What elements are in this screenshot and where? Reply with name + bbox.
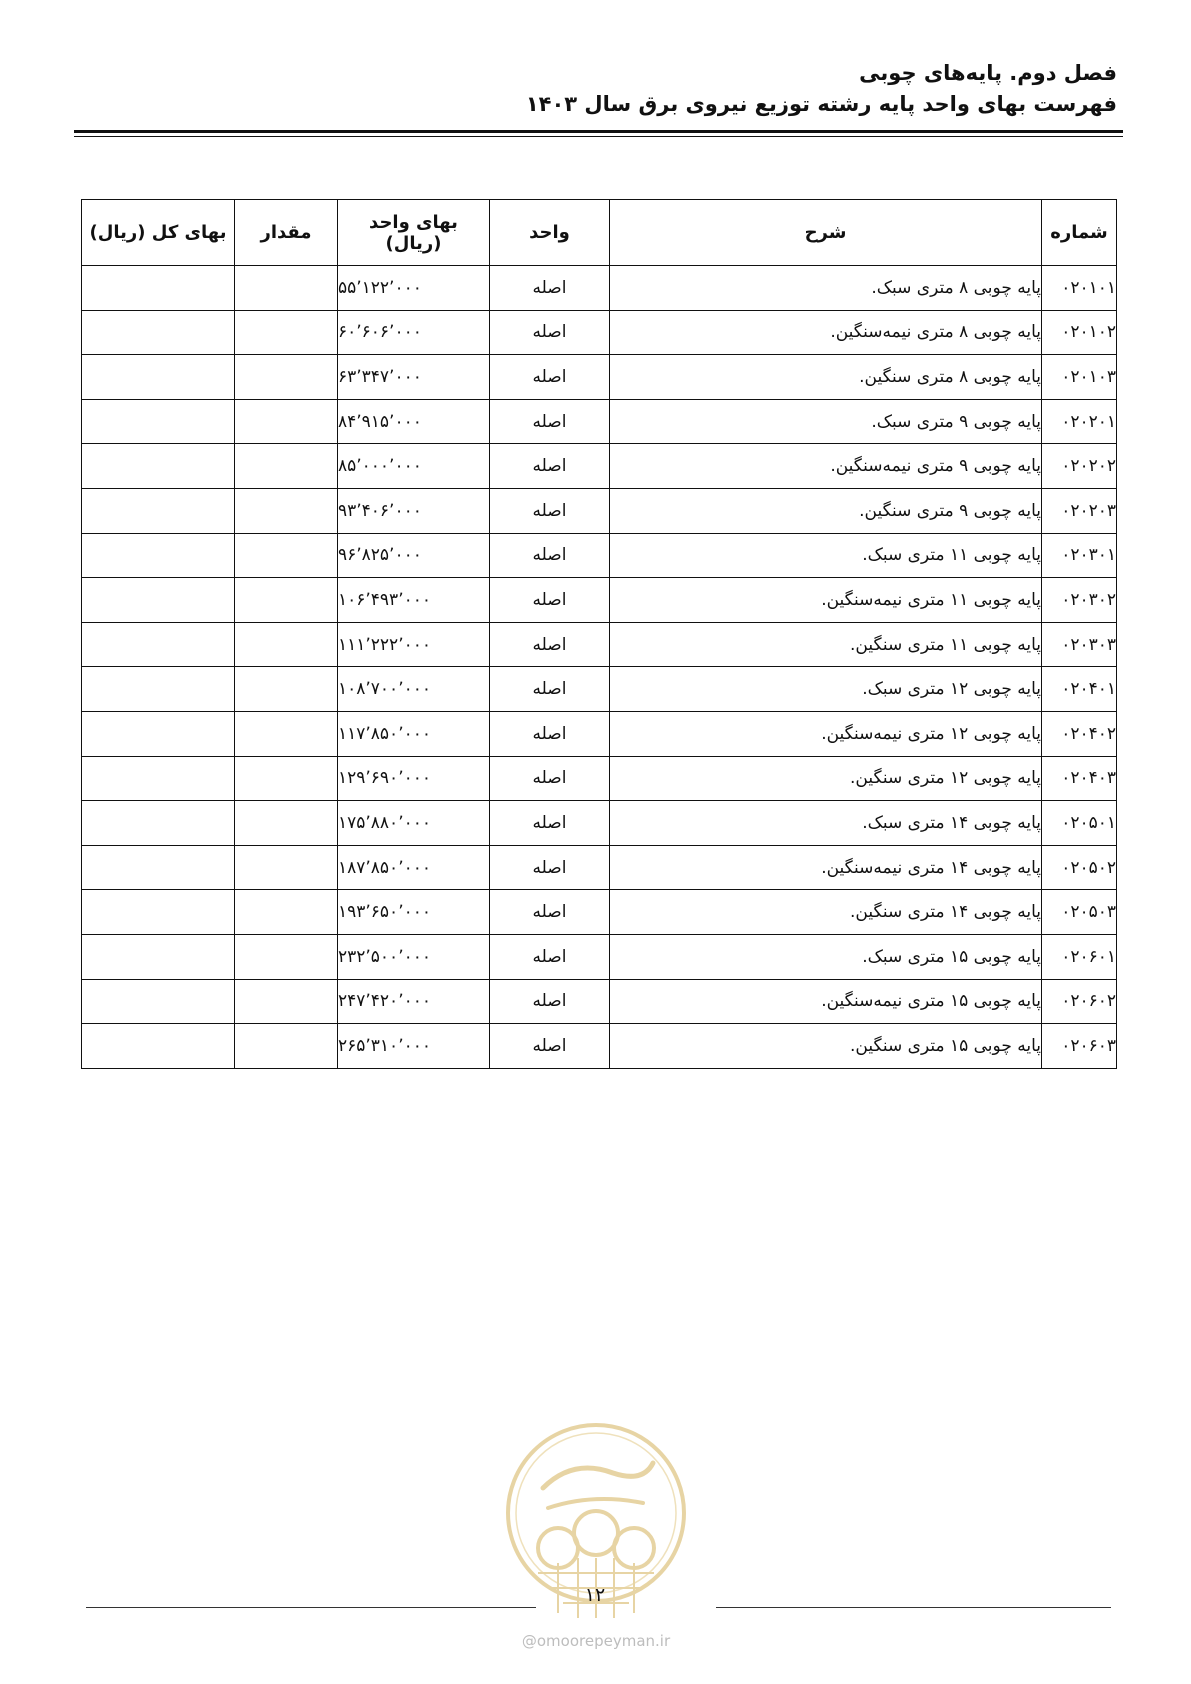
row-quantity xyxy=(235,667,338,712)
row-quantity xyxy=(235,801,338,846)
table-row xyxy=(82,355,1117,400)
row-description: پایه چوبی ۹ متری سبک. xyxy=(610,399,1042,444)
column-header-quantity: مقدار xyxy=(235,200,338,266)
row-total-price xyxy=(82,444,235,489)
row-unit-price: ۲۳۲٬۵۰۰٬۰۰۰ xyxy=(338,934,490,979)
row-description: پایه چوبی ۱۲ متری نیمه‌سنگین. xyxy=(610,711,1042,756)
table-row xyxy=(82,622,1117,667)
column-header-total-price: بهای کل (ریال) xyxy=(82,200,235,266)
website-watermark: @omoorepeyman.ir xyxy=(521,1632,671,1650)
row-code: ۰۲۰۲۰۲ xyxy=(1042,444,1117,489)
row-code: ۰۲۰۳۰۲ xyxy=(1042,578,1117,623)
row-total-price xyxy=(82,756,235,801)
row-description: پایه چوبی ۱۵ متری سنگین. xyxy=(610,1024,1042,1069)
row-total-price xyxy=(82,488,235,533)
page-number: ۱۲ xyxy=(584,1584,606,1606)
row-quantity xyxy=(235,266,338,311)
column-header-description: شرح xyxy=(610,200,1042,266)
row-unit: اصله xyxy=(490,934,610,979)
row-unit-price: ۸۴٬۹۱۵٬۰۰۰ xyxy=(338,399,490,444)
row-unit-price: ۹۳٬۴۰۶٬۰۰۰ xyxy=(338,488,490,533)
table-row xyxy=(82,1024,1117,1069)
row-description: پایه چوبی ۱۱ متری نیمه‌سنگین. xyxy=(610,578,1042,623)
row-code: ۰۲۰۲۰۳ xyxy=(1042,488,1117,533)
row-description: پایه چوبی ۱۵ متری سبک. xyxy=(610,934,1042,979)
row-total-price xyxy=(82,979,235,1024)
row-total-price xyxy=(82,355,235,400)
document-subtitle: فهرست بهای واحد پایه رشته توزیع نیروی برق سال ۱۴۰۳ xyxy=(525,92,1117,116)
row-code: ۰۲۰۵۰۲ xyxy=(1042,845,1117,890)
row-total-price xyxy=(82,622,235,667)
row-description: پایه چوبی ۸ متری سنگین. xyxy=(610,355,1042,400)
row-description: پایه چوبی ۱۲ متری سنگین. xyxy=(610,756,1042,801)
table-row xyxy=(82,801,1117,846)
row-total-price xyxy=(82,934,235,979)
table-row xyxy=(82,756,1117,801)
row-total-price xyxy=(82,667,235,712)
row-unit-price: ۱۱۱٬۲۲۲٬۰۰۰ xyxy=(338,622,490,667)
row-unit: اصله xyxy=(490,444,610,489)
row-unit: اصله xyxy=(490,1024,610,1069)
footer-rule-right xyxy=(716,1607,1111,1608)
table-row xyxy=(82,533,1117,578)
row-description: پایه چوبی ۸ متری سبک. xyxy=(610,266,1042,311)
row-unit: اصله xyxy=(490,310,610,355)
row-code: ۰۲۰۱۰۲ xyxy=(1042,310,1117,355)
row-description: پایه چوبی ۹ متری سنگین. xyxy=(610,488,1042,533)
row-unit: اصله xyxy=(490,845,610,890)
column-header-unit: واحد xyxy=(490,200,610,266)
footer-rule-left xyxy=(86,1607,536,1608)
row-quantity xyxy=(235,533,338,578)
table-row xyxy=(82,310,1117,355)
table-row xyxy=(82,979,1117,1024)
table-row xyxy=(82,266,1117,311)
table-row xyxy=(82,444,1117,489)
row-description: پایه چوبی ۸ متری نیمه‌سنگین. xyxy=(610,310,1042,355)
row-unit: اصله xyxy=(490,399,610,444)
row-unit-price: ۵۵٬۱۲۲٬۰۰۰ xyxy=(338,266,490,311)
row-description: پایه چوبی ۱۴ متری سبک. xyxy=(610,801,1042,846)
row-total-price xyxy=(82,711,235,756)
row-quantity xyxy=(235,756,338,801)
row-unit: اصله xyxy=(490,266,610,311)
row-quantity xyxy=(235,1024,338,1069)
table-row xyxy=(82,890,1117,935)
row-unit-price: ۲۴۷٬۴۲۰٬۰۰۰ xyxy=(338,979,490,1024)
row-quantity xyxy=(235,979,338,1024)
row-description: پایه چوبی ۱۲ متری سبک. xyxy=(610,667,1042,712)
row-total-price xyxy=(82,890,235,935)
row-quantity xyxy=(235,622,338,667)
row-total-price xyxy=(82,578,235,623)
row-description: پایه چوبی ۱۴ متری نیمه‌سنگین. xyxy=(610,845,1042,890)
column-header-code: شماره xyxy=(1042,200,1117,266)
row-quantity xyxy=(235,355,338,400)
row-code: ۰۲۰۳۰۳ xyxy=(1042,622,1117,667)
row-unit-price: ۹۶٬۸۲۵٬۰۰۰ xyxy=(338,533,490,578)
row-total-price xyxy=(82,399,235,444)
row-total-price xyxy=(82,533,235,578)
row-unit: اصله xyxy=(490,979,610,1024)
table-row xyxy=(82,934,1117,979)
row-unit-price: ۱۰۸٬۷۰۰٬۰۰۰ xyxy=(338,667,490,712)
row-total-price xyxy=(82,310,235,355)
column-header-unit-price: بهای واحد (ریال) xyxy=(338,200,490,266)
row-unit-price: ۱۲۹٬۶۹۰٬۰۰۰ xyxy=(338,756,490,801)
row-unit-price: ۲۶۵٬۳۱۰٬۰۰۰ xyxy=(338,1024,490,1069)
row-code: ۰۲۰۶۰۲ xyxy=(1042,979,1117,1024)
row-unit-price: ۸۵٬۰۰۰٬۰۰۰ xyxy=(338,444,490,489)
table-header-row xyxy=(82,200,1117,266)
row-quantity xyxy=(235,578,338,623)
row-unit-price: ۱۸۷٬۸۵۰٬۰۰۰ xyxy=(338,845,490,890)
row-total-price xyxy=(82,801,235,846)
row-unit-price: ۶۳٬۳۴۷٬۰۰۰ xyxy=(338,355,490,400)
row-code: ۰۲۰۴۰۱ xyxy=(1042,667,1117,712)
row-unit: اصله xyxy=(490,801,610,846)
table-row xyxy=(82,845,1117,890)
table-row xyxy=(82,399,1117,444)
row-code: ۰۲۰۴۰۲ xyxy=(1042,711,1117,756)
row-code: ۰۲۰۶۰۳ xyxy=(1042,1024,1117,1069)
row-unit: اصله xyxy=(490,622,610,667)
row-code: ۰۲۰۱۰۳ xyxy=(1042,355,1117,400)
row-description: پایه چوبی ۱۴ متری سنگین. xyxy=(610,890,1042,935)
page-header xyxy=(77,58,1117,120)
chapter-title: فصل دوم. پایه‌های چوبی xyxy=(859,61,1117,85)
table-row xyxy=(82,488,1117,533)
row-code: ۰۲۰۵۰۳ xyxy=(1042,890,1117,935)
row-quantity xyxy=(235,845,338,890)
row-unit: اصله xyxy=(490,756,610,801)
row-quantity xyxy=(235,399,338,444)
row-unit: اصله xyxy=(490,667,610,712)
row-quantity xyxy=(235,310,338,355)
row-unit-price: ۱۰۶٬۴۹۳٬۰۰۰ xyxy=(338,578,490,623)
price-table xyxy=(81,199,1117,1069)
row-code: ۰۲۰۱۰۱ xyxy=(1042,266,1117,311)
row-description: پایه چوبی ۹ متری نیمه‌سنگین. xyxy=(610,444,1042,489)
row-unit-price: ۱۹۳٬۶۵۰٬۰۰۰ xyxy=(338,890,490,935)
row-description: پایه چوبی ۱۱ متری سنگین. xyxy=(610,622,1042,667)
row-unit-price: ۱۱۷٬۸۵۰٬۰۰۰ xyxy=(338,711,490,756)
row-unit-price: ۱۷۵٬۸۸۰٬۰۰۰ xyxy=(338,801,490,846)
row-total-price xyxy=(82,845,235,890)
header-rule-thin xyxy=(74,136,1123,137)
price-table-body xyxy=(82,266,1117,1069)
row-unit: اصله xyxy=(490,711,610,756)
row-quantity xyxy=(235,934,338,979)
row-unit: اصله xyxy=(490,578,610,623)
table-row xyxy=(82,711,1117,756)
row-quantity xyxy=(235,711,338,756)
header-rule-thick xyxy=(74,130,1123,133)
row-total-price xyxy=(82,266,235,311)
row-unit-price: ۶۰٬۶۰۶٬۰۰۰ xyxy=(338,310,490,355)
row-code: ۰۲۰۳۰۱ xyxy=(1042,533,1117,578)
row-code: ۰۲۰۴۰۳ xyxy=(1042,756,1117,801)
row-unit: اصله xyxy=(490,533,610,578)
row-unit: اصله xyxy=(490,890,610,935)
row-description: پایه چوبی ۱۵ متری نیمه‌سنگین. xyxy=(610,979,1042,1024)
row-quantity xyxy=(235,488,338,533)
row-unit: اصله xyxy=(490,355,610,400)
row-description: پایه چوبی ۱۱ متری سبک. xyxy=(610,533,1042,578)
row-quantity xyxy=(235,444,338,489)
row-code: ۰۲۰۲۰۱ xyxy=(1042,399,1117,444)
row-code: ۰۲۰۵۰۱ xyxy=(1042,801,1117,846)
row-unit: اصله xyxy=(490,488,610,533)
table-row xyxy=(82,578,1117,623)
row-quantity xyxy=(235,890,338,935)
row-code: ۰۲۰۶۰۱ xyxy=(1042,934,1117,979)
table-row xyxy=(82,667,1117,712)
row-total-price xyxy=(82,1024,235,1069)
